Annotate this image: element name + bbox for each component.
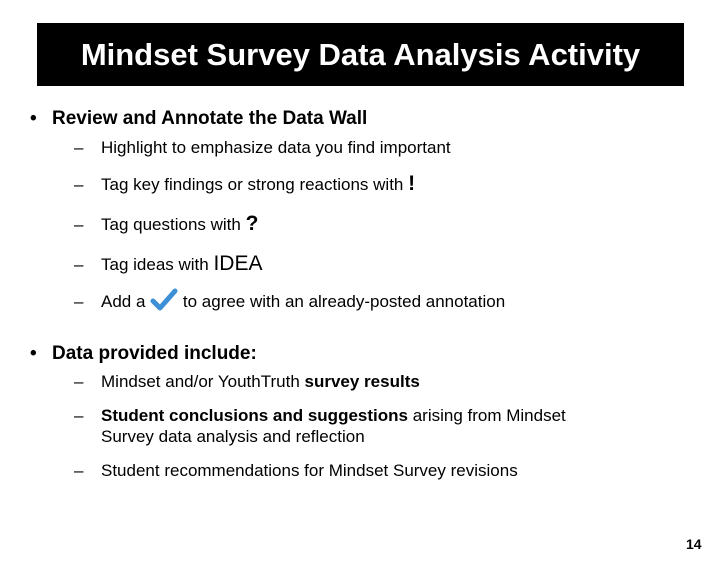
item-text: arising from Mindset xyxy=(407,406,566,425)
item-text: to agree with an already-posted annotation xyxy=(178,292,506,311)
question-tag: ? xyxy=(245,212,259,235)
list-item-agree xyxy=(74,288,505,313)
dash-marker: – xyxy=(74,372,84,391)
exclamation-tag: ! xyxy=(408,172,416,195)
list-item-continuation: Survey data analysis and reflection xyxy=(101,427,365,446)
section-heading-text: Review and Annotate the Data Wall xyxy=(52,108,368,129)
list-item-student-conclusions xyxy=(74,405,566,427)
bullet-marker: • xyxy=(30,343,37,364)
section-review-heading xyxy=(30,108,367,130)
item-text: Mindset and/or YouthTruth xyxy=(101,372,305,391)
item-bold-text: Student conclusions and suggestions xyxy=(101,406,408,425)
checkmark-icon xyxy=(150,288,178,312)
idea-tag: IDEA xyxy=(213,252,263,275)
item-text: Student recommendations for Mindset Survey revisions xyxy=(101,461,518,480)
list-item-ideas xyxy=(74,253,262,276)
item-text: Tag key findings or strong reactions with xyxy=(101,175,409,194)
section-data-heading xyxy=(30,343,257,365)
dash-marker: – xyxy=(74,255,84,274)
list-item-survey-results xyxy=(74,371,420,393)
dash-marker: – xyxy=(74,215,84,234)
item-text: Highlight to emphasize data you find important xyxy=(101,138,451,157)
dash-marker: – xyxy=(74,138,84,157)
dash-marker: – xyxy=(74,461,84,480)
bullet-marker: • xyxy=(30,108,37,129)
list-item-recommendations xyxy=(74,460,518,482)
slide-title: Mindset Survey Data Analysis Activity xyxy=(37,23,684,86)
list-item-key-findings xyxy=(74,173,415,196)
dash-marker: – xyxy=(74,292,84,311)
item-text: Tag ideas with xyxy=(101,255,214,274)
item-bold-text: survey results xyxy=(304,372,420,391)
page-number: 14 xyxy=(686,536,702,552)
item-text: Tag questions with xyxy=(101,215,246,234)
list-item-highlight xyxy=(74,137,451,159)
dash-marker: – xyxy=(74,175,84,194)
section-heading-text: Data provided include: xyxy=(52,343,257,364)
list-item-questions xyxy=(74,213,258,236)
dash-marker: – xyxy=(74,406,84,425)
item-text: Add a xyxy=(101,292,151,311)
